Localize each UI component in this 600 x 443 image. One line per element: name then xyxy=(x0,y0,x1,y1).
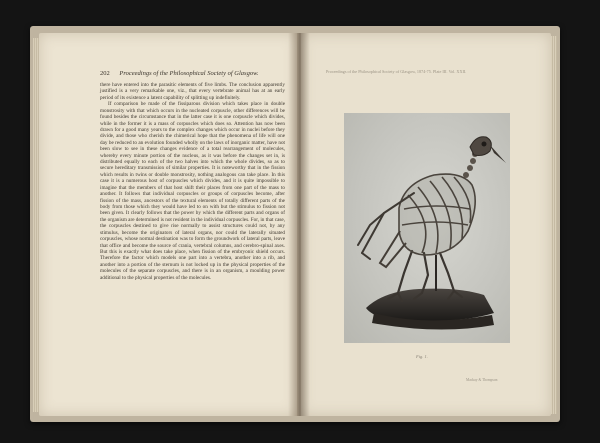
bird-skeleton-image xyxy=(344,113,510,343)
paragraph-1: there have entered into the parasitic elements of five limbs. The conclusion apparently justified is a very remarkable one, viz., that every vertebrate animal has at an early period of its existence a latent capability of splitting up indefinitely. xyxy=(100,82,285,101)
paragraph-2: If comparison be made of the fissiparous division which takes place in double monstrosity with that which occurs in the nucleated corpuscle, other differences will be found besides the circumstance that in the latter case it is one corpuscle which divides, while in the former it is a mass of corpuscles which does so. Attention has now been drawn for a good many years to the complex changes which occur in nuclei before they divide, and those who cherish the chimerical hope that the phenomena of life will one day be reduced to an evolution founded wholly on the laws of inorganic matter, have not been slow to see in these changes evidence of a total rearrangement of molecules, whereby every minute portion of the nucleus, as it was before the changes set in, is distributed equally to each of the two halves into which the whole divides, so as to secure hereditary transmission of similar properties. It is noteworthy that in the fission which results in twins or double monstrosity, nothing analogous can take place. In this case it is a numerous host of corpuscles which divides, and it is quite impossible to imagine that the members of that host shift their places from one part of the mass to another. It follows that individual corpuscles or groups of corpuscles become, after fission of the mass, ancestors of the textural elements of totally different parts of the body from those which they would have led to on with but the stimulus to fission not been given. It clearly follows that the power by which the different parts and organs of the organism are determined is not resident in the individual corpuscles. For, in that case, the corpuscles destined to give rise normally to assist structures could not, by any stimulus, become the originators of lateral organs, nor could the laterally situated corpuscles, whose normal destination was to form the groundwork of lateral parts, leave that office and become the source of crania, vertebral columns, and cerebro-spinal axes. But this is exactly what does take place, when fission of the embryonic shield occurs. Therefore the factor which models one part into a vertebra, another into a rib, and another into a portion of the sternum is not locked up in the physical properties of the molecules of the separate corpuscles, and there is in an organism, a moulding power additional to the physical properties of the molecules. xyxy=(100,101,285,281)
body-text xyxy=(100,82,285,281)
book-gutter xyxy=(288,33,310,416)
plate-caption: Fig. 1. xyxy=(416,354,428,359)
page-number: 202 xyxy=(100,70,110,77)
photo-credit: Mackay & Thompson xyxy=(466,378,498,382)
running-title: Proceedings of the Philosophical Society of Glasgow. xyxy=(119,70,259,77)
skeleton-photograph xyxy=(344,113,510,343)
plate-header: Proceedings of the Philosophical Society of Glasgow, 1874-75. Plate III. Vol. XXII. xyxy=(326,69,467,74)
left-page-header xyxy=(100,70,259,77)
